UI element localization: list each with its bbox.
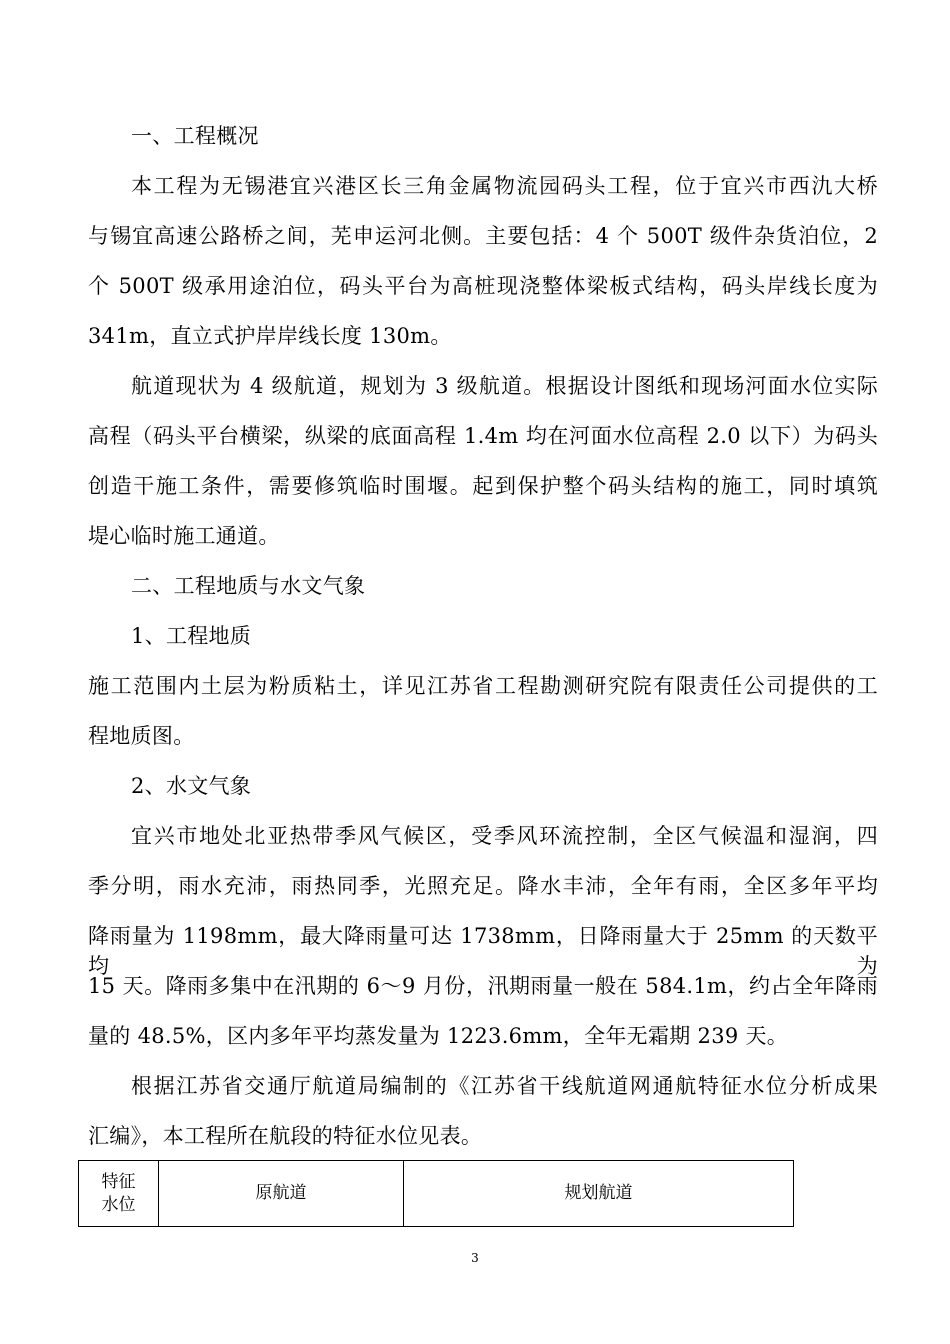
section-heading: 二、工程地质与水文气象 xyxy=(131,574,366,598)
paragraph-line: 堤心临时施工通道。 xyxy=(88,524,280,548)
paragraph-line: 与锡宜高速公路桥之间，芜申运河北侧。主要包括：4 个 500T 级件杂货泊位，2 xyxy=(88,224,878,248)
header-text-line: 特征 xyxy=(101,1171,136,1192)
water-level-table xyxy=(78,1160,794,1227)
paragraph-line: 创造干施工条件，需要修筑临时围堰。起到保护整个码头结构的施工，同时填筑 xyxy=(88,474,878,498)
table-header-row xyxy=(79,1161,794,1227)
paragraph-line: 程地质图。 xyxy=(88,724,195,748)
table-header-cell: 规划航道 xyxy=(404,1161,794,1227)
table-header-cell xyxy=(79,1161,159,1227)
paragraph-line: 季分明，雨水充沛，雨热同季，光照充足。降水丰沛，全年有雨，全区多年平均 xyxy=(88,874,878,898)
paragraph-line: 个 500T 级承用途泊位，码头平台为高桩现浇整体梁板式结构，码头岸线长度为 xyxy=(88,274,878,298)
paragraph-line: 341m，直立式护岸岸线长度 130m。 xyxy=(88,324,452,348)
paragraph-line: 高程（码头平台横梁，纵梁的底面高程 1.4m 均在河面水位高程 2.0 以下）为码头 xyxy=(88,424,878,448)
paragraph-line: 本工程为无锡港宜兴港区长三角金属物流园码头工程，位于宜兴市西氿大桥 xyxy=(131,174,878,198)
paragraph-line: 15 天。降雨多集中在汛期的 6～9 月份，汛期雨量一般在 584.1m，约占全年降雨 xyxy=(88,974,878,998)
paragraph-line: 施工范围内土层为粉质粘土，详见江苏省工程勘测研究院有限责任公司提供的工 xyxy=(88,674,878,698)
table-header-cell: 原航道 xyxy=(159,1161,404,1227)
section-heading: 一、工程概况 xyxy=(131,124,259,148)
paragraph-line: 根据江苏省交通厅航道局编制的《江苏省干线航道网通航特征水位分析成果 xyxy=(131,1074,878,1098)
subsection-heading: 1、工程地质 xyxy=(131,624,252,648)
paragraph-line: 航道现状为 4 级航道，规划为 3 级航道。根据设计图纸和现场河面水位实际 xyxy=(131,374,878,398)
header-text-line: 水位 xyxy=(101,1194,136,1215)
paragraph-line: 汇编》，本工程所在航段的特征水位见表。 xyxy=(88,1124,483,1148)
paragraph-line: 宜兴市地处北亚热带季风气候区，受季风环流控制，全区气候温和湿润，四 xyxy=(131,824,878,848)
subsection-heading: 2、水文气象 xyxy=(131,774,252,798)
page-number: 3 xyxy=(471,1251,479,1265)
paragraph-line: 降雨量为 1198mm，最大降雨量可达 1738mm，日降雨量大于 25mm 的天数平均为 xyxy=(88,924,878,978)
paragraph-line: 量的 48.5%，区内多年平均蒸发量为 1223.6mm，全年无霜期 239 天。 xyxy=(88,1024,789,1048)
